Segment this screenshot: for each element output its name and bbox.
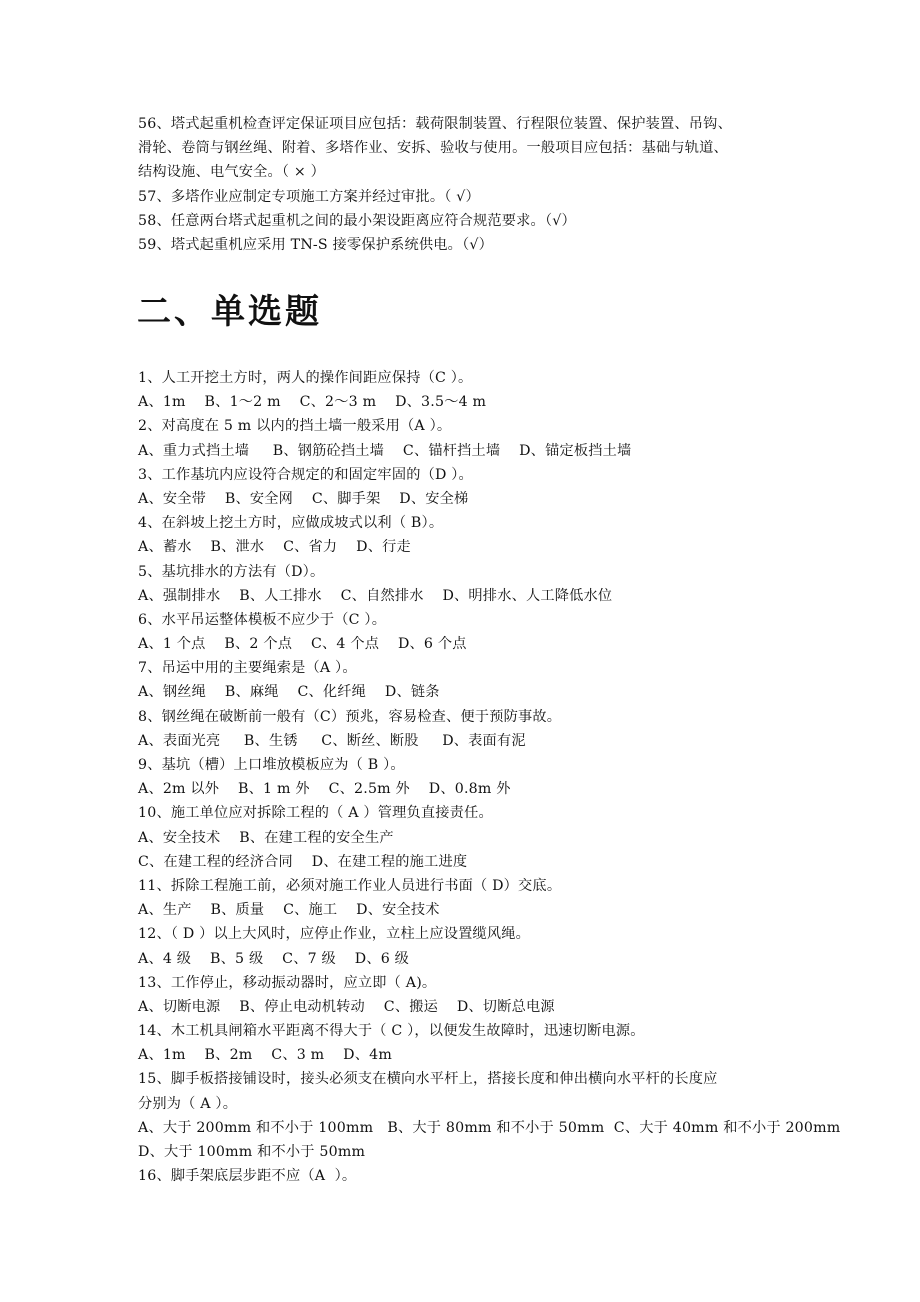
question-line: 14、木工机具闸箱水平距离不得大于（ C ），以便发生故障时，迅速切断电源。 <box>138 1023 645 1040</box>
text-line: 57、多塔作业应制定专项施工方案并经过审批。（ √） <box>138 188 480 205</box>
multiple-choice-questions <box>138 366 841 1188</box>
section-title: 二、单选题 <box>137 292 322 332</box>
question-line: 8、钢丝绳在破断前一般有（C）预兆，容易检查、便于预防事故。 <box>138 708 562 725</box>
text-line: 56、塔式起重机检查评定保证项目应包括：载荷限制装置、行程限位装置、保护装置、吊钩、 <box>138 116 732 132</box>
options-line: A、钢丝绳 B、麻绳 C、化纤绳 D、链条 <box>138 684 440 701</box>
text-line: 滑轮、卷筒与钢丝绳、附着、多塔作业、安拆、验收与使用。一般项目应包括：基础与轨道、 <box>138 140 728 157</box>
question-line: 3、工作基坑内应设符合规定的和固定牢固的（D ）。 <box>138 466 473 483</box>
options-line: A、重力式挡土墙 B、钢筋砼挡土墙 C、锚杆挡土墙 D、锚定板挡土墙 <box>138 442 632 459</box>
question-line: 6、水平吊运整体模板不应少于（C ）。 <box>138 611 387 628</box>
options-line: A、生产 B、质量 C、施工 D、安全技术 <box>138 902 440 919</box>
options-line: A、安全带 B、安全网 C、脚手架 D、安全梯 <box>138 490 469 507</box>
question-line: 16、脚手架底层步距不应（A ）。 <box>138 1168 357 1185</box>
question-line: 11、拆除工程施工前，必须对施工作业人员进行书面（ D）交底。 <box>138 877 562 894</box>
options-line: A、1m B、1～2 m C、2～3 m D、3.5～4 m <box>138 394 487 411</box>
options-line: A、安全技术 B、在建工程的安全生产 <box>138 829 394 846</box>
question-line: 7、吊运中用的主要绳索是（A ）。 <box>138 660 357 677</box>
options-line: A、1 个点 B、2 个点 C、4 个点 D、6 个点 <box>138 636 467 653</box>
options-line: C、在建工程的经济合同 D、在建工程的施工进度 <box>138 853 468 870</box>
question-line: 10、施工单位应对拆除工程的（ A ）管理负直接责任。 <box>138 805 493 822</box>
options-line: A、强制排水 B、人工排水 C、自然排水 D、明排水、人工降低水位 <box>138 587 613 604</box>
question-line: 13、工作停止，移动振动器时，应立即（ A)。 <box>138 974 437 991</box>
question-line: 1、人工开挖土方时，两人的操作间距应保持（C ）。 <box>138 370 473 386</box>
true-false-questions <box>138 112 798 257</box>
question-line: 4、在斜坡上挖土方时，应做成坡式以利（ B）。 <box>138 515 444 532</box>
question-line: 5、基坑排水的方法有（D）。 <box>138 563 325 580</box>
options-line: A、蓄水 B、泄水 C、省力 D、行走 <box>138 539 411 556</box>
question-line: 15、脚手板搭接铺设时，接头必须支在横向水平杆上，搭接长度和伸出横向水平杆的长度应 <box>138 1071 718 1088</box>
options-line: D、大于 100mm 和不小于 50mm <box>138 1144 366 1160</box>
options-line: A、大于 200mm 和不小于 100mm B、大于 80mm 和不小于 50mm C、大于 40mm 和不小于 200mm <box>138 1119 841 1136</box>
options-line: A、1m B、2m C、3 m D、4m <box>138 1047 392 1064</box>
options-line: A、表面光亮 B、生锈 C、断丝、断股 D、表面有泥 <box>138 732 526 749</box>
question-line: 12、（ D ）以上大风时，应停止作业，立柱上应设置缆风绳。 <box>138 926 531 943</box>
text-line: 59、塔式起重机应采用 TN-S 接零保护系统供电。（√） <box>138 236 493 253</box>
question-line: 分别为（ A ）。 <box>138 1095 238 1112</box>
options-line: A、4 级 B、5 级 C、7 级 D、6 级 <box>138 950 410 967</box>
text-line: 58、任意两台塔式起重机之间的最小架设距离应符合规范要求。（√） <box>138 212 576 229</box>
options-line: A、切断电源 B、停止电动机转动 C、搬运 D、切断总电源 <box>138 998 555 1015</box>
options-line: A、2m 以外 B、1 m 外 C、2.5m 外 D、0.8m 外 <box>138 781 511 798</box>
question-line: 9、基坑（槽）上口堆放模板应为（ B ）。 <box>138 757 405 773</box>
question-line: 2、对高度在 5 m 以内的挡土墙一般采用（A ）。 <box>138 418 452 435</box>
text-line: 结构设施、电气安全。（ × ） <box>138 164 326 181</box>
